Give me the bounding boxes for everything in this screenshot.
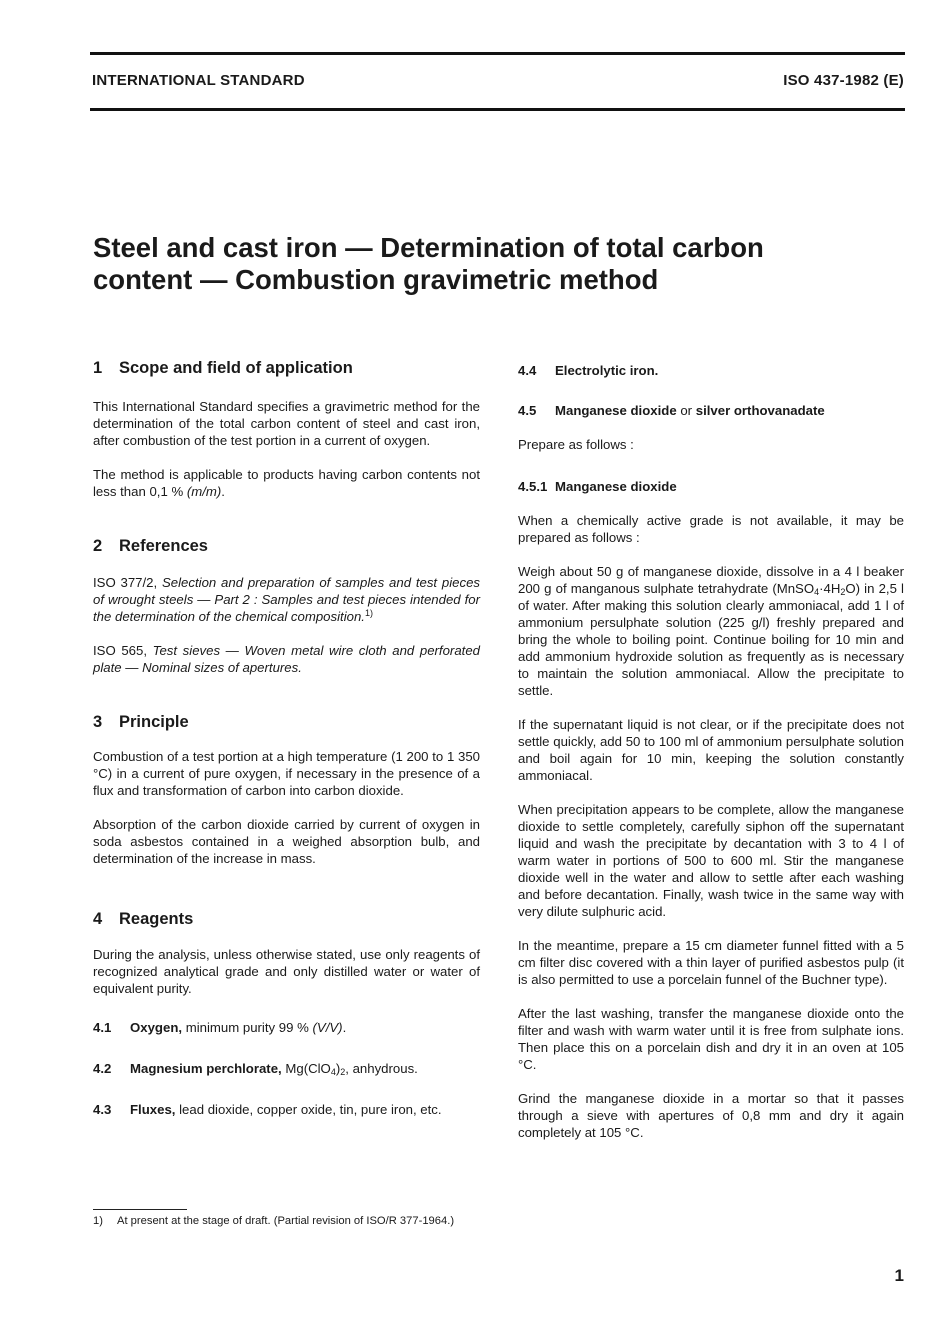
scope-paragraph: This International Standard specifies a gravimetric method for the determination of the total carbon content of steel and cast iron, after combustion of the test portion in a current of oxygen. [93,399,480,448]
reference-iso-565: ISO 565, Test sieves — Woven metal wire cloth and perforated plate — Nominal sizes of apertures. [93,643,480,675]
header-bottom-rule [90,108,905,111]
footnote-marker: 1) [364,608,373,618]
section-2-heading [93,536,480,556]
manganese-paragraph-5: In the meantime, prepare a 15 cm diameter funnel fitted with a 5 cm filter disc covered with a thin layer of purified asbestos pulp (it is also permitted to use a porcelain funnel of the Buchner type). [518,938,904,987]
section-3-heading [93,712,480,732]
manganese-paragraph-1: When a chemically active grade is not available, it may be prepared as follows : [518,513,904,545]
section-title: Scope and field of application [119,359,353,377]
left-column [93,358,480,1118]
reagent-4-2: 4.2 Magnesium perchlorate, $Mg(ClO_4)_2$, anhydrous. [93,1061,418,1077]
applicability-paragraph: The method is applicable to products having carbon contents not less than 0,1 % (m/m). [93,467,480,499]
reagent-4-1: 4.1 Oxygen, minimum purity 99 % (V/V). [93,1020,347,1035]
reagent-4-4: 4.4 Electrolytic iron. [518,363,659,378]
section-title: Principle [119,713,189,731]
section-title: Reagents [119,910,194,928]
manganese-paragraph-7: Grind the manganese dioxide in a mortar so that it passes through a sieve with apertures of 0,8 mm and dry it again completely at 105 °C. [518,1091,904,1140]
reagent-4-5: 4.5 Manganese dioxide or silver orthovanadate [518,403,825,418]
header-standard-type: INTERNATIONAL STANDARD [92,72,305,89]
right-column [518,358,904,1141]
title-line-2: content — Combustion gravimetric method [93,264,659,295]
manganese-paragraph-6: After the last washing, transfer the manganese dioxide onto the filter and wash with warm water until it is free from sulphate ions. Then place this on a porcelain dish and dry it in an oven at 105 °C. [518,1006,904,1072]
section-4-heading [93,909,480,929]
manganese-paragraph-4: When precipitation appears to be complete, allow the manganese dioxide to settle completely, carefully siphon off the supernatant liquid and wash the precipitate by decantation with 3 to 4 l of warm water in portions of 500 to 600 ml. Stir the manganese dioxide well in the water and allow to settle after each washing and before decantation. Finally, wash twice in the same way with very dilute sulphuric acid. [518,802,904,919]
section-title: References [119,537,208,555]
footnote-number: 1) [93,1215,103,1227]
reagent-4-3: 4.3 Fluxes, lead dioxide, copper oxide, tin, pure iron, etc. [93,1102,442,1117]
manganese-paragraph-3: If the supernatant liquid is not clear, or if the precipitate does not settle quickly, add 50 to 100 ml of ammonium persulphate solution and boil again for 10 min, keeping the solution constantly ammoniacal. [518,717,904,783]
footnote-text: At present at the stage of draft. (Partial revision of ISO/R 377-1964.) [117,1215,455,1227]
document-title [93,232,893,296]
reagent-4-5-1: 4.5.1 Manganese dioxide [518,479,677,494]
reagents-intro: During the analysis, unless otherwise stated, use only reagents of recognized analytical grade and only distilled water or water of equivalent purity. [93,947,480,996]
footnote [93,1215,454,1227]
section-number: 4 [93,910,103,928]
section-number: 1 [93,359,103,377]
footnote-rule [93,1209,187,1210]
section-1-heading [93,358,480,378]
reference-iso-377: ISO 377/2, Selection and preparation of samples and test pieces of wrought steels — Part 2 : Samples and test pieces intended for the determination of the chemical composition.$^{1)}$ [93,575,480,624]
prepare-as-follows: Prepare as follows : [518,437,634,452]
principle-paragraph-2: Absorption of the carbon dioxide carried by current of oxygen in soda asbestos contained in a weighed absorption bulb, and determination of the increase in mass. [93,817,480,866]
section-number: 2 [93,537,103,555]
header-top-rule [90,52,905,55]
section-number: 3 [93,713,103,731]
page-number: 1 [894,1266,904,1285]
principle-paragraph-1: Combustion of a test portion at a high temperature (1 200 to 1 350 °C) in a current of pure oxygen, if necessary in the presence of a flux and transformation of carbon into carbon dioxide. [93,749,480,798]
manganese-paragraph-2: Weigh about 50 g of manganese dioxide, dissolve in a 4 l beaker 200 g of manganous sulphate tetrahydrate $(MnSO_4\cdot 4H_2O)$ in 2,5 l of water. After making this solution clearly ammoniacal, add 1 l of ammonium persulphate solution (225 g/l) freshly prepared and bring the whole to boiling point. Continue boiling for 10 min and add ammonium hydroxide solution as frequently as is necessary to maintain the solution ammoniacal. Allow the precipitate to settle. [518,564,904,698]
title-line-1: Steel and cast iron — Determination of total carbon [93,232,764,263]
header-standard-number: ISO 437-1982 (E) [783,72,904,89]
